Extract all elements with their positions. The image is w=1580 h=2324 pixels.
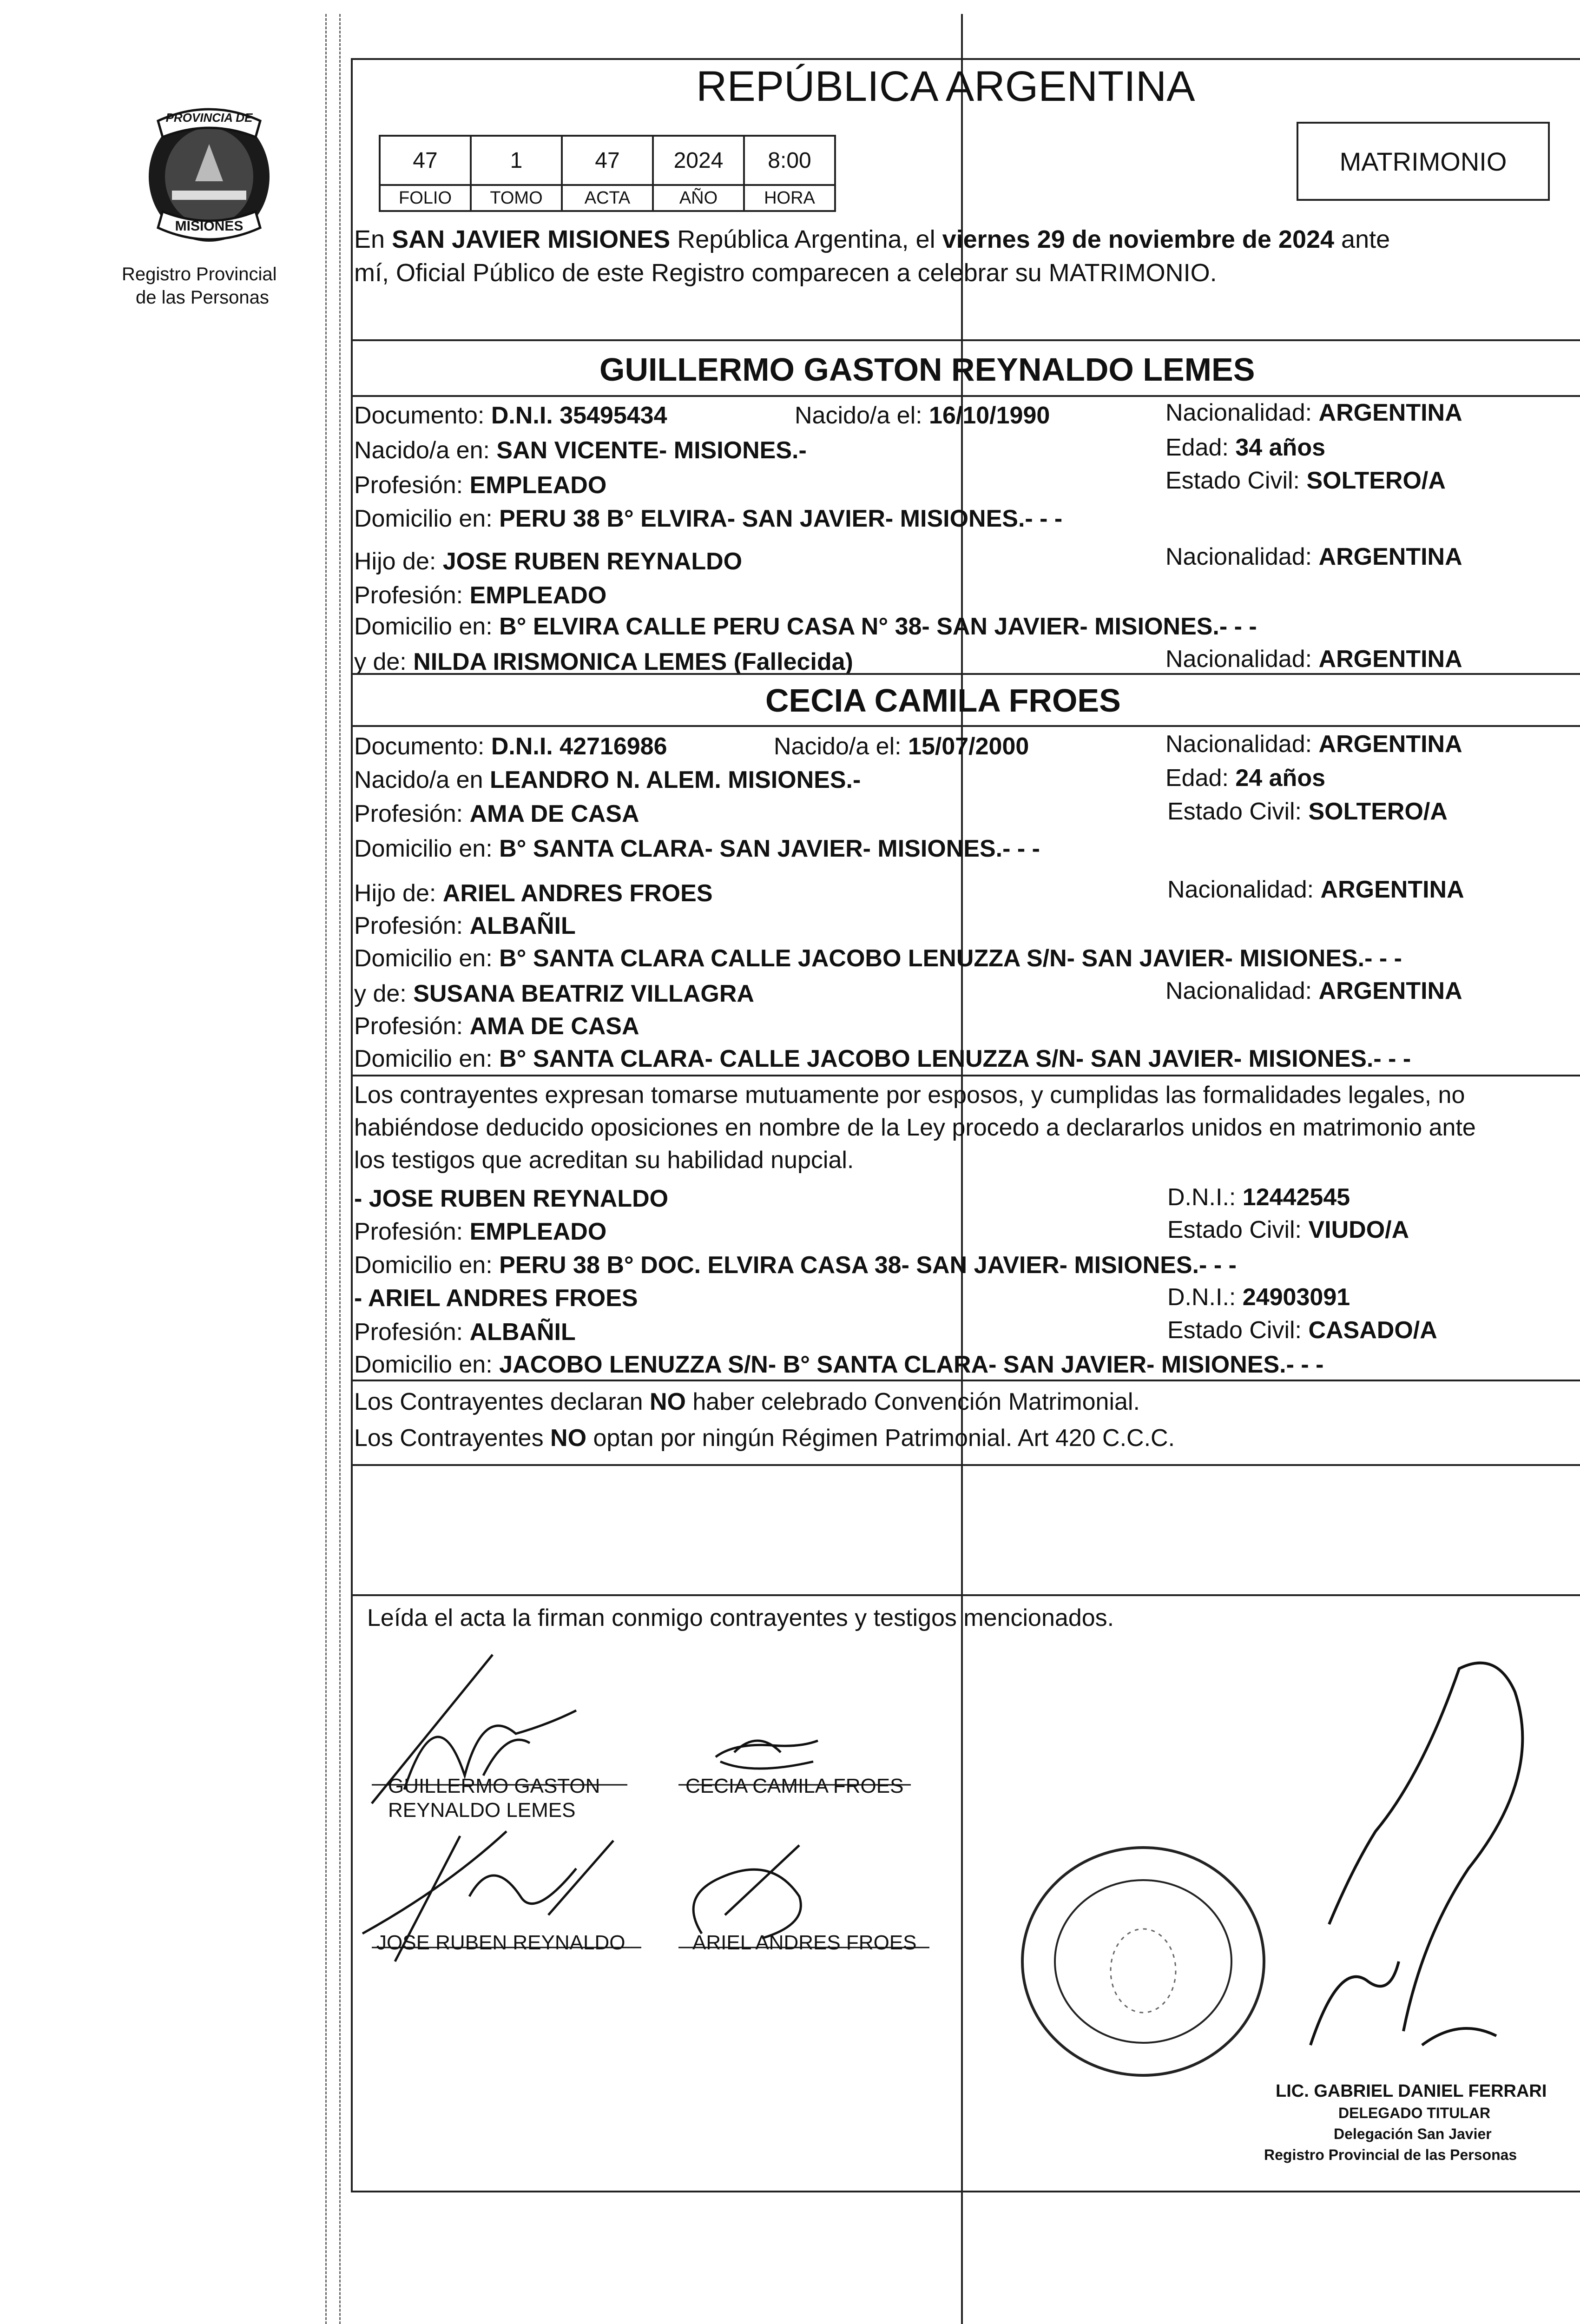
bride-father-profession: Profesión: ALBAÑIL [354,912,576,939]
declaration-line-2: habiéndose deducido oposiciones en nombre de la Ley procedo a declararlos unidos en matrimonio ante [354,1114,1476,1141]
official-role: DELEGADO TITULAR [1338,2105,1491,2121]
bride-mother-nationality: Nacionalidad: ARGENTINA [1165,977,1462,1004]
witness-1-civil-status: Estado Civil: VIUDO/A [1167,1216,1409,1243]
divider-bride-name [351,725,1580,727]
declaration-line-3: los testigos que acreditan su habilidad nupcial. [354,1147,854,1174]
bride-birthplace: Nacido/a en LEANDRO N. ALEM. MISIONES.- [354,766,861,793]
groom-name: GUILLERMO GASTON REYNALDO LEMES [599,351,1255,388]
divider-convention-top [351,1380,1580,1381]
bride-nationality: Nacionalidad: ARGENTINA [1165,731,1462,758]
bride-signature [716,1741,818,1769]
groom-father-nationality: Nacionalidad: ARGENTINA [1165,543,1462,570]
intro-line-1: En SAN JAVIER MISIONES República Argentina, el viernes 29 de noviembre de 2024 ante [354,225,1390,253]
acta-value: 47 [561,135,654,186]
bride-father: Hijo de: ARIEL ANDRES FROES [354,880,713,907]
bride-mother-address: Domicilio en: B° SANTA CLARA- CALLE JACOBO LENUZZA S/N- SAN JAVIER- MISIONES.- - - [354,1045,1411,1072]
bride-father-address: Domicilio en: B° SANTA CLARA CALLE JACOBO LENUZZA S/N- SAN JAVIER- MISIONES.- - - [354,945,1402,972]
bride-civil-status: Estado Civil: SOLTERO/A [1167,798,1448,825]
divider-declaration-top [351,1075,1580,1076]
groom-born: Nacido/a el: 16/10/1990 [795,402,1050,429]
folio-label: FOLIO [379,186,472,212]
official-registry: Registro Provincial de las Personas [1264,2146,1517,2163]
closing-text: Leída el acta la firman conmigo contrayentes y testigos mencionados. [367,1604,1114,1631]
divider-convention-bottom [351,1464,1580,1466]
registry-stamp [1022,1848,1264,2075]
convention-line-1: Los Contrayentes declaran NO haber celebrado Convención Matrimonial. [354,1388,1140,1415]
witness-1-dni: D.N.I.: 12442545 [1167,1184,1350,1211]
divider-bride-top [351,673,1580,675]
groom-father: Hijo de: JOSE RUBEN REYNALDO [354,548,743,575]
ano-label: AÑO [652,186,745,212]
witness-1-signature-name: JOSE RUBEN REYNALDO [376,1931,625,1954]
tomo-value: 1 [470,135,563,186]
acta-label: ACTA [561,186,654,212]
groom-civil-status: Estado Civil: SOLTERO/A [1165,467,1446,494]
registry-line-1: Registro Provincial [122,264,277,284]
bride-born: Nacido/a el: 15/07/2000 [774,733,1029,760]
witness-2-address: Domicilio en: JACOBO LENUZZA S/N- B° SANTA CLARA- SAN JAVIER- MISIONES.- - - [354,1351,1324,1378]
bride-age: Edad: 24 años [1165,765,1325,792]
groom-father-profession: Profesión: EMPLEADO [354,582,607,609]
witness-1-profession: Profesión: EMPLEADO [354,1218,607,1245]
official-office: Delegación San Javier [1334,2126,1492,2142]
bride-name: CECIA CAMILA FROES [765,682,1121,719]
bride-signature-name: CECIA CAMILA FROES [685,1775,904,1797]
registry-line-2: de las Personas [136,287,269,308]
hora-label: HORA [743,186,836,212]
groom-nationality: Nacionalidad: ARGENTINA [1165,399,1462,426]
witness-2-civil-status: Estado Civil: CASADO/A [1167,1317,1437,1344]
groom-profession: Profesión: EMPLEADO [354,472,607,499]
witness-2-signature-name: ARIEL ANDRES FROES [692,1931,917,1954]
witness-2-dni: D.N.I.: 24903091 [1167,1284,1350,1311]
groom-signature-name-1: GUILLERMO GASTON [388,1775,600,1797]
divider-groom-name [351,395,1580,397]
groom-address: Domicilio en: PERU 38 B° ELVIRA- SAN JAVIER- MISIONES.- - - [354,505,1063,532]
witness-1-name: - JOSE RUBEN REYNALDO [354,1185,669,1212]
ano-value: 2024 [652,135,745,186]
binding-line [325,14,327,2324]
official-signature [1310,1663,1522,2045]
bride-mother-profession: Profesión: AMA DE CASA [354,1013,639,1040]
groom-age: Edad: 34 años [1165,434,1325,461]
bottom-border [351,2191,1580,2192]
bride-doc: Documento: D.N.I. 42716986 [354,733,667,760]
page-title: REPÚBLICA ARGENTINA [696,63,1195,110]
groom-birthplace: Nacido/a en: SAN VICENTE- MISIONES.- [354,437,807,464]
groom-doc: Documento: D.N.I. 35495434 [354,402,667,429]
intro-line-2: mí, Oficial Público de este Registro comparecen a celebrar su MATRIMONIO. [354,259,1217,287]
official-name: LIC. GABRIEL DANIEL FERRARI [1276,2081,1547,2101]
groom-mother: y de: NILDA IRISMONICA LEMES (Fallecida) [354,648,853,675]
bride-father-nationality: Nacionalidad: ARGENTINA [1167,876,1464,903]
groom-signature-name-2: REYNALDO LEMES [388,1799,576,1822]
province-seal [130,88,288,256]
divider-groom-top [351,339,1580,341]
bride-address: Domicilio en: B° SANTA CLARA- SAN JAVIER- MISIONES.- - - [354,835,1040,862]
witness-2-profession: Profesión: ALBAÑIL [354,1319,576,1346]
seal-bottom-text: MISIONES [175,218,244,234]
bride-profession: Profesión: AMA DE CASA [354,800,639,827]
seal-top-text: PROVINCIA DE [165,111,253,125]
hora-value: 8:00 [743,135,836,186]
groom-father-address: Domicilio en: B° ELVIRA CALLE PERU CASA N° 38- SAN JAVIER- MISIONES.- - - [354,613,1257,640]
witness-2-name: - ARIEL ANDRES FROES [354,1285,638,1312]
divider-closing-top [351,1594,1580,1596]
tomo-label: TOMO [470,186,563,212]
witness-2-signature [693,1845,801,1938]
declaration-line-1: Los contrayentes expresan tomarse mutuamente por esposos, y cumplidas las formalidades legales, no [354,1082,1465,1109]
witness-1-address: Domicilio en: PERU 38 B° DOC. ELVIRA CASA 38- SAN JAVIER- MISIONES.- - - [354,1252,1237,1279]
binding-line-2 [339,14,341,2324]
groom-mother-nationality: Nacionalidad: ARGENTINA [1165,646,1462,673]
convention-line-2: Los Contrayentes NO optan por ningún Régimen Patrimonial. Art 420 C.C.C. [354,1425,1175,1452]
doc-type-box: MATRIMONIO [1297,122,1550,201]
top-border [351,58,1580,60]
folio-value: 47 [379,135,472,186]
bride-mother: y de: SUSANA BEATRIZ VILLAGRA [354,980,754,1007]
left-border [351,58,353,2192]
